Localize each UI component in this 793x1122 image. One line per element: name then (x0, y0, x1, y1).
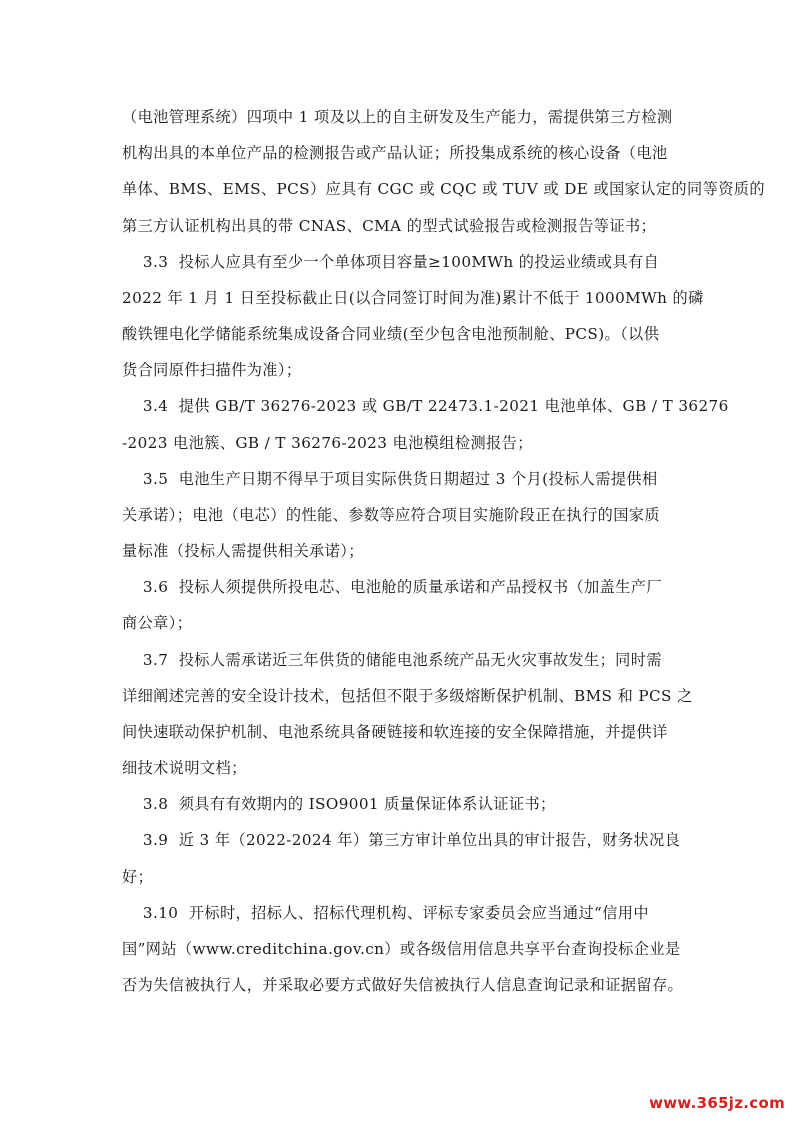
site-watermark: www.365jz.com (649, 1094, 785, 1112)
text-line: 3.7 投标人需承诺近三年供货的储能电池系统产品无火灾事故发生；同时需 (122, 651, 662, 669)
text-line: 2022 年 1 月 1 日至投标截止日(以合同签订时间为准)累计不低于 1000MWh 的磷 (122, 289, 704, 307)
text-line: -2023 电池簇、GB / T 36276-2023 电池模组检测报告； (122, 434, 533, 452)
text-line: 商公章）； (122, 614, 193, 632)
text-line: 关承诺）；电池（电芯）的性能、参数等应符合项目实施阶段正在执行的国家质 (122, 506, 660, 524)
text-line: 详细阐述完善的安全设计技术，包括但不限于多级熔断保护机制、BMS 和 PCS 之 (122, 687, 693, 705)
text-line: 3.6 投标人须提供所投电芯、电池舱的质量承诺和产品授权书（加盖生产厂 (122, 578, 662, 596)
text-line: 量标准（投标人需提供相关承诺）； (122, 542, 364, 560)
text-line: 3.9 近 3 年（2022-2024 年）第三方审计单位出具的审计报告，财务状况良 (122, 831, 681, 849)
text-line: 3.5 电池生产日期不得早于项目实际供货日期超过 3 个月(投标人需提供相 (122, 470, 658, 488)
text-line: 细技术说明文档； (122, 759, 247, 777)
text-line: 单体、BMS、EMS、PCS）应具有 CGC 或 CQC 或 TUV 或 DE 或国家认定的同等资质的 (122, 180, 765, 198)
text-line: 3.3 投标人应具有至少一个单体项目容量≥100MWh 的投运业绩或具有自 (122, 253, 660, 271)
text-line: 否为失信被执行人，并采取必要方式做好失信被执行人信息查询记录和证据留存。 (122, 976, 684, 994)
text-line: 3.10 开标时，招标人、招标代理机构、评标专家委员会应当通过“信用中 (122, 904, 649, 922)
text-line: 机构出具的本单位产品的检测报告或产品认证；所投集成系统的核心设备（电池 (122, 144, 668, 162)
text-line: 3.4 提供 GB/T 36276-2023 或 GB/T 22473.1-2021 电池单体、GB / T 36276 (122, 397, 729, 415)
text-line: 酸铁锂电化学储能系统集成设备合同业绩(至少包含电池预制舱、PCS)。（以供 (122, 325, 660, 343)
text-line: 货合同原件扫描件为准）； (122, 361, 302, 379)
text-line: 第三方认证机构出具的带 CNAS、CMA 的型式试验报告或检测报告等证书； (122, 217, 657, 235)
text-line: （电池管理系统）四项中 1 项及以上的自主研发及生产能力，需提供第三方检测 (122, 108, 673, 126)
text-line: 间快速联动保护机制、电池系统具备硬链接和软连接的安全保障措施，并提供详 (122, 723, 668, 741)
text-line: 3.8 须具有有效期内的 ISO9001 质量保证体系认证证书； (122, 795, 556, 813)
text-line: 好； (122, 868, 154, 886)
text-line: 国”网站（www.creditchina.gov.cn）或各级信用信息共享平台查询投标企业是 (122, 940, 681, 958)
